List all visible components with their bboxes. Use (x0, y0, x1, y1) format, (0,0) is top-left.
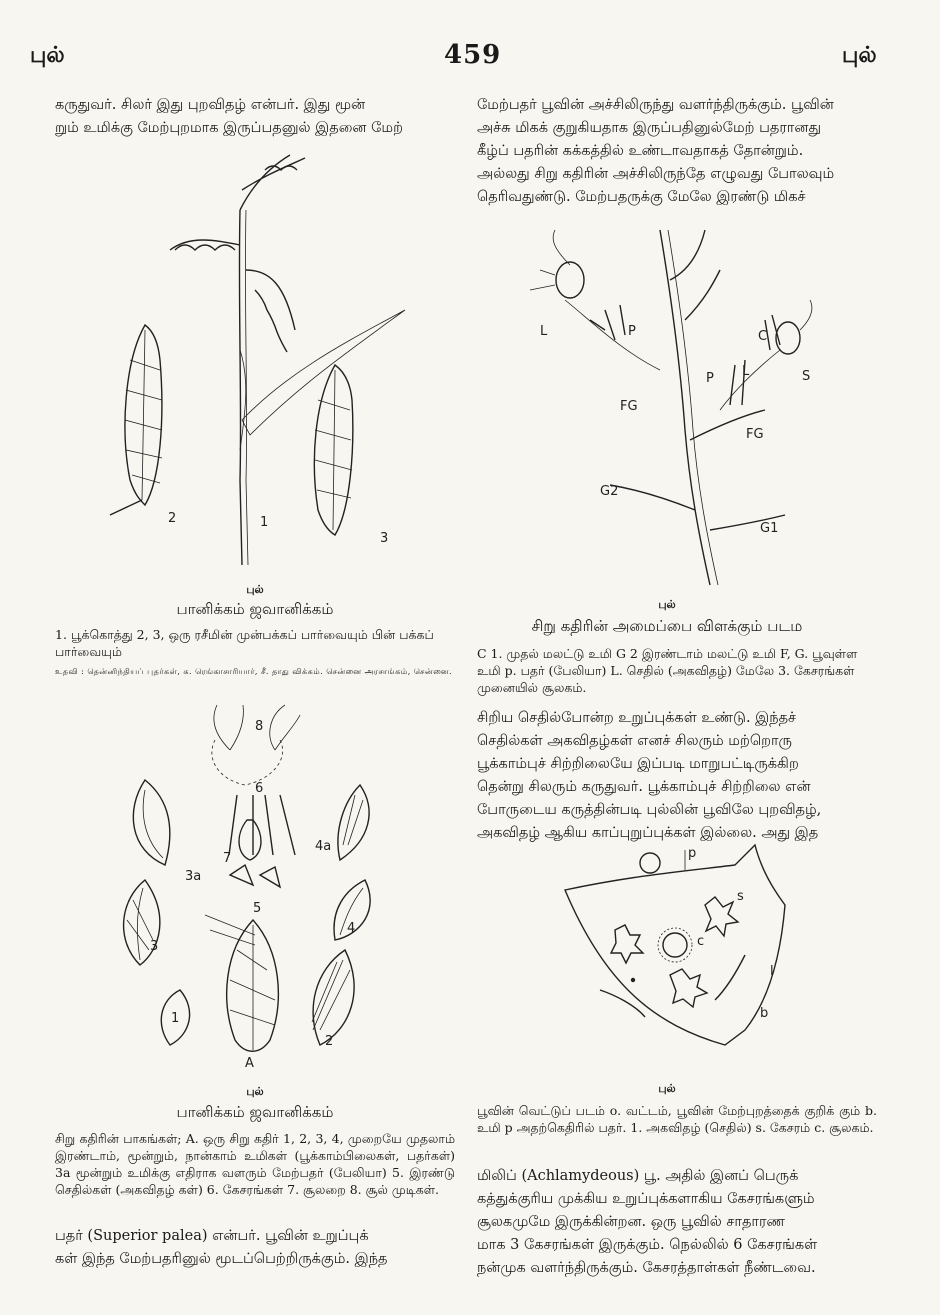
text-line: அல்லது சிறு கதிரின் அச்சிலிருந்தே எழுவது போலவும் (477, 166, 835, 182)
page-number: 459 (444, 40, 502, 70)
figure1-credit: உதவி : தென்னிந்தியப் புதர்கள், க. ரெங்காசாரியார், சீ. தாது விக்கம். சென்னை அரசாங்கம், சென்னை. (55, 667, 453, 676)
figure3-caption-text: C 1. முதல் மலட்டு உமி G 2 இரண்டாம் மலட்டு உமி F, G. பூவுள்ள உமி p. பதர் (பேலியா) L. செதில் (அகவிதழ்) மேலே 3. கேசரங்கள் முனையில் சூலகம். (477, 646, 858, 695)
figure3-label: G1 (760, 521, 779, 536)
figure4-caption-head: புல் (658, 1082, 676, 1095)
figure3-label: FG (620, 399, 638, 414)
figure2-label: A (245, 1056, 254, 1071)
text-line: மேற்பதர் பூவின் அச்சிலிருந்து வளர்ந்திருக்கும். பூவின் (477, 97, 834, 113)
figure2-caption-title: பானிக்கம் ஜவானிக்கம் (176, 1103, 334, 1121)
right-middle-paragraph (477, 707, 877, 845)
figure2-label: 2 (325, 1034, 334, 1049)
figure-grass-inflorescence (90, 150, 430, 575)
text-line: நன்முக வளர்ந்திருக்கும். கேசரத்தாள்கள் நீண்டவை. (477, 1260, 816, 1276)
text-line: சூலகமுமே இருக்கின்றன. ஒரு பூவில் சாதாரண (477, 1214, 785, 1230)
figure3-label: P (628, 324, 636, 339)
figure1-label: 2 (168, 511, 177, 526)
figure1-label: 3 (380, 531, 389, 546)
figure2-caption-text: சிறு கதிரின் பாகங்கள்; A. ஒரு சிறு கதிர் 1, 2, 3, 4, முறையே முதலாம் இரண்டாம், மூன்றும், நான்காம் உமிகள் (பூக்காம்பிலைகள், பதர்கள்) 3a மூன்றும் உமிக்கு எதிராக வளரும் மேற்பதர் (பேலியா) 5. இரண்டு செதில்கள் (அகவிதழ் கள்) 6. கேசரங்கள் 7. சூலறை 8. சூல் முடிகள். (55, 1131, 455, 1197)
text-line: செதில்கள் அகவிதழ்கள் எனச் சிலரும் மற்றொரு (477, 733, 792, 749)
header-left-word: புல் (30, 42, 65, 68)
figure2-label: 6 (255, 781, 264, 796)
figure3-label: L (742, 364, 750, 379)
figure3-label: S (802, 369, 811, 384)
figure3-label: FG (746, 427, 764, 442)
text-line: தென்று சிலரும் கருதுவர். பூக்காம்புச் சிற்றிலை என் (477, 779, 811, 795)
figure4-label: b (760, 1006, 769, 1021)
text-line: றும் உமிக்கு மேற்புறமாக இருப்பதனுல் இதனை மேற் (55, 120, 403, 136)
figure2-label: 4 (347, 921, 356, 936)
text-line: அகவிதழ் ஆகிய காப்புறுப்புக்கள் இல்லை. அது இத (477, 825, 819, 841)
text-line: பூக்காம்புச் சிற்றிலையே இப்படி மாறுபட்டிருக்கிற (477, 756, 799, 772)
figure2-label: 3a (185, 869, 202, 884)
figure2-label: 4a (315, 839, 332, 854)
figure2-label: 3 (150, 939, 159, 954)
figure3-label: L (540, 324, 548, 339)
text-line: அச்சு மிகக் குறுகியதாக இருப்பதினுல்மேற் பதரானது (477, 120, 822, 136)
figure3-label: C (758, 329, 768, 344)
figure4-label: l (770, 964, 774, 979)
figure2-caption-head: புல் (246, 1085, 264, 1098)
left-bottom-paragraph (55, 1225, 455, 1271)
figure1-caption-head: புல் (246, 583, 264, 596)
figure2-label: 8 (255, 719, 264, 734)
figure1-caption-title: பானிக்கம் ஜவானிக்கம் (176, 600, 334, 618)
figure3-caption-title: சிறு கதிரின் அமைப்பை விளக்கும் படம (531, 617, 803, 635)
figure4-label: p (688, 846, 697, 861)
figure1-caption-text: 1. பூக்கொத்து 2, 3, ஒரு ரசீமின் முன்பக்கப் பார்வையும் பின் பக்கப் பார்வையும் (55, 627, 434, 659)
text-line: கள் இந்த மேற்பதரினுல் மூடப்பெற்றிருக்கும். இந்த (55, 1251, 388, 1267)
text-line: மாக 3 கேசரங்கள் இருக்கும். நெல்லில் 6 கேசரங்கள் (477, 1237, 818, 1253)
text-line: தெரிவதுண்டு. மேற்பதருக்கு மேலே இரண்டு மிகச் (477, 189, 806, 205)
text-line: பதர் (Superior palea) என்பர். பூவின் உறுப்புக் (55, 1228, 369, 1244)
right-top-paragraph (477, 94, 877, 209)
text-line: போருடைய கருத்தின்படி புல்லின் பூவிலே புறவிதழ், (477, 802, 822, 818)
figure-spikelet-structure (510, 210, 840, 590)
text-line: கத்துக்குரிய முக்கிய உறுப்புக்களாகிய கேசரங்களும் (477, 1191, 815, 1207)
figure3-label: P (706, 371, 714, 386)
right-bottom-paragraph (477, 1165, 877, 1280)
figure2-label: 5 (253, 901, 262, 916)
text-line: மிலிப் (Achlamydeous) பூ. அதில் இனப் பெருக் (477, 1168, 799, 1184)
figure-floral-diagram (555, 845, 815, 1050)
figure3-caption-head: புல் (658, 598, 676, 611)
figure4-label: s (737, 889, 744, 904)
header-right-word: புல் (842, 42, 877, 68)
figure3-label: G2 (600, 484, 619, 499)
figure4-caption-text: பூவின் வெட்டுப் படம் o. வட்டம், பூவின் மேற்புறத்தைக் குறிக் கும் b. உமி p அதற்கெதிரில் பதர். 1. அகவிதழ் (செதில்) s. கேசரம் c. சூலகம். (477, 1103, 877, 1135)
figure2-label: 7 (223, 851, 232, 866)
figure4-label: c (697, 934, 705, 949)
figure-spikelet-parts (105, 700, 405, 1070)
figure2-label: 1 (171, 1011, 180, 1026)
text-line: சிறிய செதில்போன்ற உறுப்புக்கள் உண்டு. இந்தச் (477, 710, 797, 726)
text-line: கருதுவர். சிலர் இது புறவிதழ் என்பர். இது மூன் (55, 97, 366, 113)
figure1-label: 1 (260, 515, 269, 530)
left-top-paragraph (55, 94, 455, 140)
text-line: கீழ்ப் பதரின் கக்கத்தில் உண்டாவதாகத் தோன்றும். (477, 143, 804, 159)
